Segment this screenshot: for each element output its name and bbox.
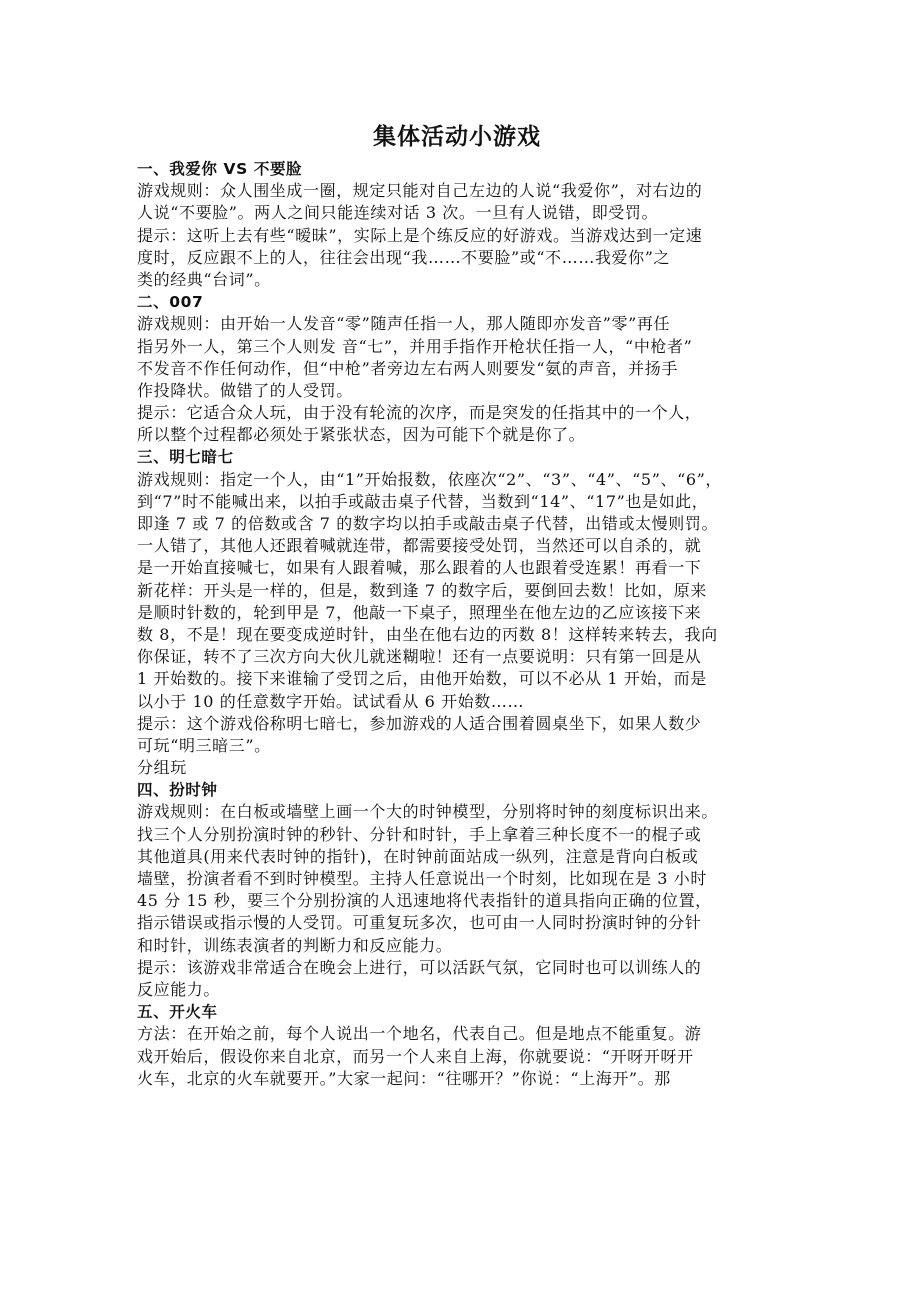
document-title: 集体活动小游戏: [373, 124, 541, 150]
paragraph-line: 所以整个过程都必须处于紧张状态，因为可能下个就是你了。: [137, 425, 586, 445]
document-page: [137, 118, 777, 1090]
paragraph-line: 新花样：开头是一样的，但是，数到逢 7 的数字后，要倒回去数！比如，原来: [137, 580, 707, 600]
paragraph-line: 提示：这听上去有些“暧昧”，实际上是个练反应的好游戏。当游戏达到一定速: [137, 225, 703, 245]
paragraph-line: 其他道具(用来代表时钟的指针)，在时钟前面站成一纵列，注意是背向白板或: [137, 846, 699, 866]
paragraph-line: 可玩“明三暗三”。: [137, 735, 271, 755]
paragraph-line: 不发音不作任何动作，但“中枪”者旁边左右两人则要发“氨的声音，并扬手: [137, 358, 678, 378]
paragraph-line: 和时针，训练表演者的判断力和反应能力。: [137, 935, 453, 955]
paragraph-line: 游戏规则：由开始一人发音“零”随声任指一人，那人随即亦发音”零”再任: [137, 314, 671, 334]
paragraph-line: 类的经典“台词”。: [137, 269, 271, 289]
section-heading: 五、开火车: [137, 1003, 218, 1022]
paragraph-line: 数 8，不是！现在要变成逆时针，由坐在他右边的丙数 8！这样转来转去，我向: [137, 624, 718, 644]
paragraph-line: 游戏规则：在白板或墙壁上画一个大的时钟模型，分别将时钟的刻度标识出来。: [137, 802, 719, 822]
paragraph-line: 一人错了，其他人还跟着喊就连带，都需要接受处罚，当然还可以自杀的，就: [137, 536, 702, 556]
paragraph-line: 戏开始后，假设你来自北京，而另一个人来自上海，你就要说：“开呀开呀开: [137, 1046, 694, 1066]
paragraph-line: 找三个人分别扮演时钟的秒针、分针和时针，手上拿着三种长度不一的棍子或: [137, 824, 702, 844]
paragraph-line: 人说“不要脸”。两人之间只能连续对话 3 次。一旦有人说错，即受罚。: [137, 203, 659, 223]
document-body: [137, 158, 777, 1090]
paragraph-line: 度时，反应跟不上的人，往往会出现“我……不要脸”或“不……我爱你”之: [137, 247, 671, 267]
paragraph-line: 火车，北京的火车就要开。”大家一起问：“往哪开？”你说：“上海开”。那: [137, 1068, 671, 1088]
paragraph-line: 提示：它适合众人玩，由于没有轮流的次序，而是突发的任指其中的一个人，: [137, 403, 702, 423]
paragraph-line: 是一开始直接喊七，如果有人跟着喊，那么跟着的人也跟着受连累！再看一下: [137, 558, 702, 578]
paragraph-line: 指另外一人，第三个人则发 音“七”，并用手指作开枪状任指一人，“中枪者”: [137, 336, 693, 356]
paragraph-line: 墙壁，扮演者看不到时钟模型。主持人任意说出一个时刻，比如现在是 3 小时: [137, 869, 707, 888]
section-heading: 二、007: [137, 293, 204, 312]
paragraph-line: 作投降状。做错了的人受罚。: [137, 380, 353, 400]
section-heading: 三、明七暗七: [137, 448, 234, 467]
paragraph-line: 游戏规则：指定一个人，由“1”开始报数，依座次“2”、“3”、“4”、“5”、“6”，: [137, 469, 723, 489]
paragraph-line: 方法：在开始之前，每个人说出一个地名，代表自己。但是地点不能重复。游: [137, 1024, 702, 1044]
paragraph-line: 提示：这个游戏俗称明七暗七，参加游戏的人适合围着圆桌坐下，如果人数少: [137, 713, 702, 733]
paragraph-line: 指示错误或指示慢的人受罚。可重复玩多次，也可由一人同时扮演时钟的分针: [137, 913, 702, 933]
section-heading: 四、扮时钟: [137, 781, 218, 800]
paragraph-line: 你保证，转不了三次方向大伙儿就迷糊啦！还有一点要说明：只有第一回是从: [137, 647, 702, 667]
paragraph-line: 分组玩: [137, 758, 187, 778]
paragraph-line: 反应能力。: [137, 979, 221, 999]
paragraph-line: 游戏规则：众人围坐成一圈，规定只能对自己左边的人说“我爱你”，对右边的: [137, 181, 703, 201]
paragraph-line: 1 开始数的。接下来谁输了受罚之后，由他开始数，可以不必从 1 开始，而是: [137, 669, 707, 689]
paragraph-line: 提示：该游戏非常适合在晚会上进行，可以活跃气氛，它同时也可以训练人的: [137, 957, 702, 977]
section-heading: 一、我爱你 VS 不要脸: [137, 160, 303, 178]
paragraph-line: 以小于 10 的任意数字开始。试试看从 6 开始数……: [137, 691, 525, 711]
paragraph-line: 是顺时针数的，轮到甲是 7，他敲一下桌子，照理坐在他左边的乙应该接下来: [137, 602, 702, 622]
paragraph-line: 即逢 7 或 7 的倍数或含 7 的数字均以拍手或敲击桌子代替，出错或太慢则罚。: [137, 514, 719, 533]
paragraph-line: 45 分 15 秒，要三个分别扮演的人迅速地将代表指针的道具指向正确的位置，: [137, 891, 712, 911]
paragraph-line: 到“7”时不能喊出来，以拍手或敲击桌子代替，当数到“14”、“17”也是如此，: [137, 491, 709, 511]
